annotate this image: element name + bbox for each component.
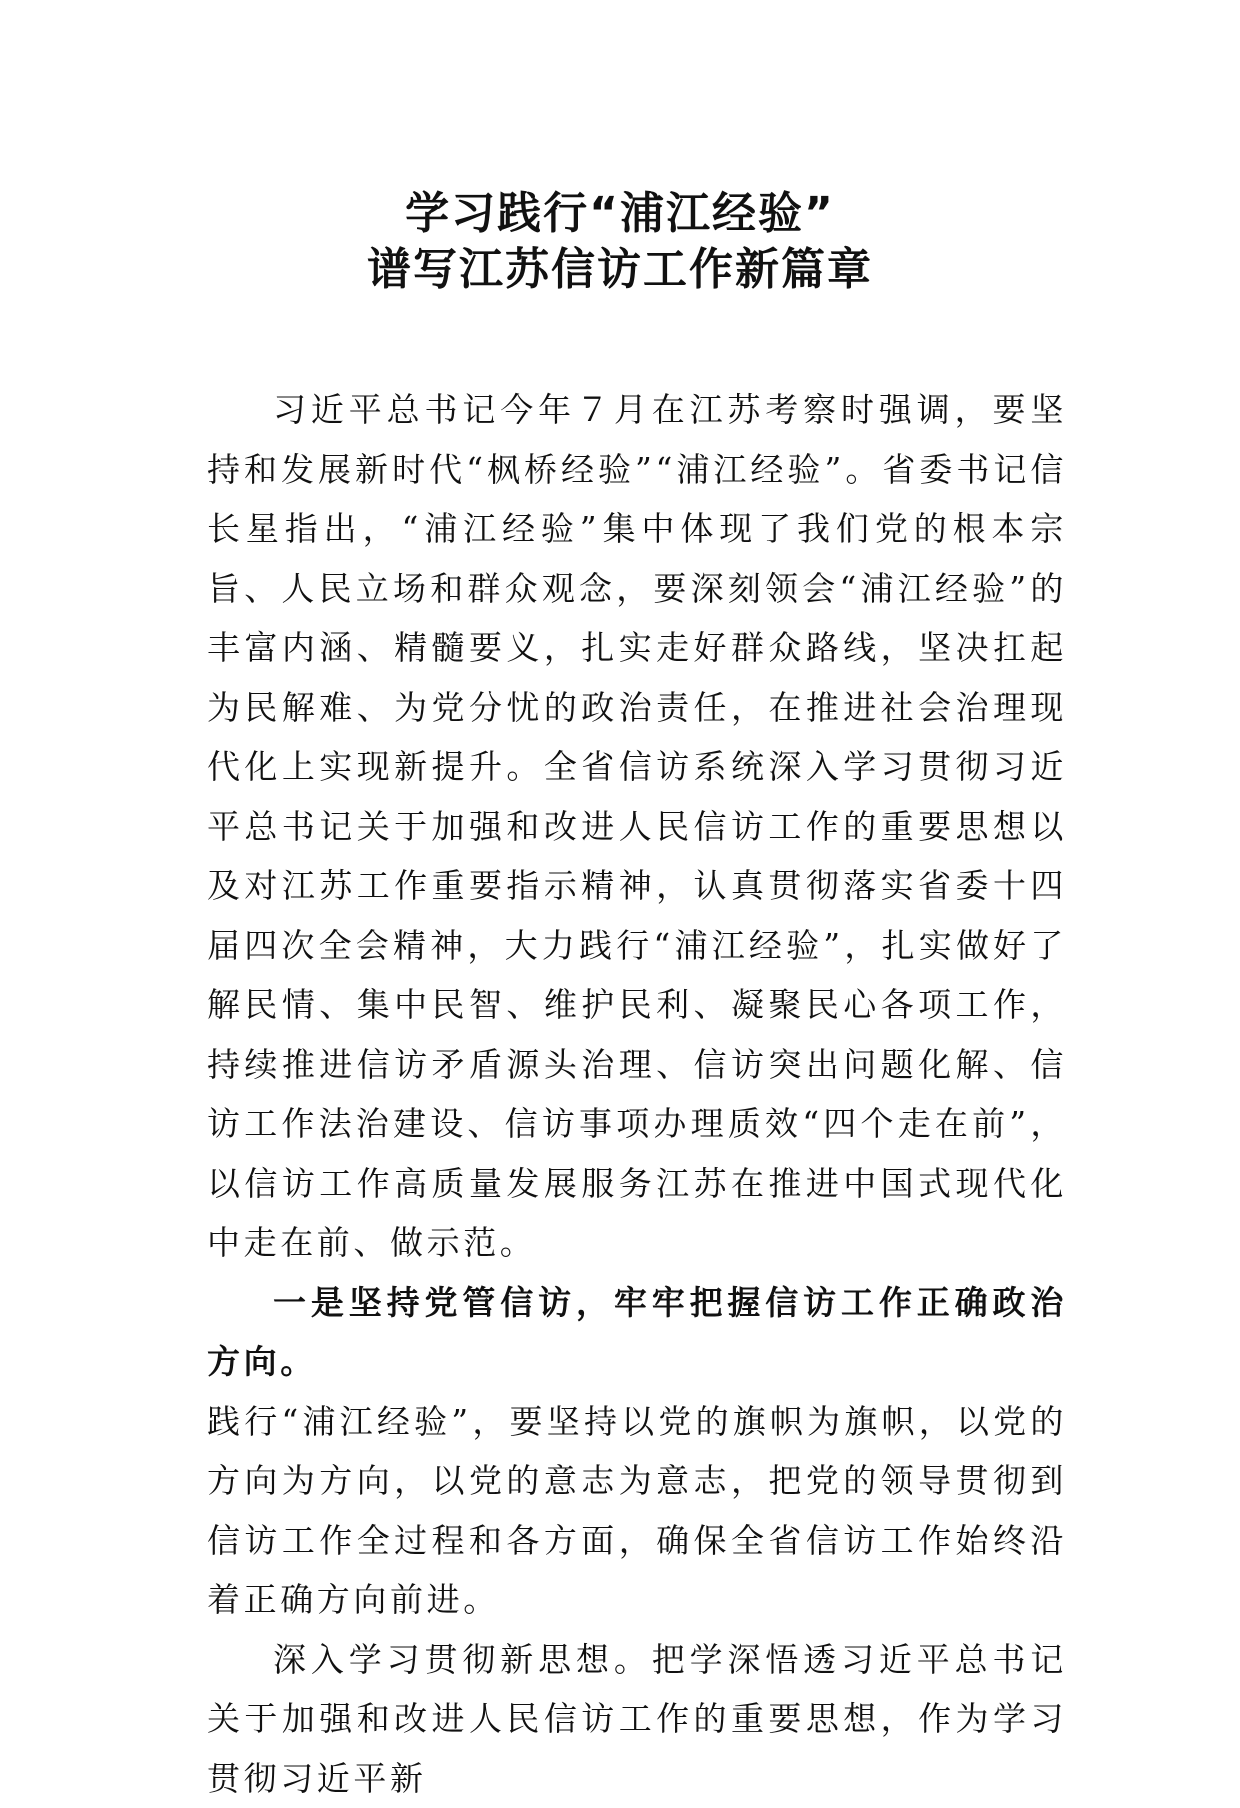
- document-title-line1: 学习践行“浦江经验”: [0, 186, 1240, 242]
- section-heading: 一是坚持党管信访，牢牢把握信访工作正确政治方向。: [207, 1273, 1067, 1392]
- document-body: [207, 380, 1067, 1808]
- document-title-line2: 谱写江苏信访工作新篇章: [0, 242, 1240, 298]
- paragraph-section1: 践行“浦江经验”，要坚持以党的旗帜为旗帜，以党的方向为方向，以党的意志为意志，把党的领导贯彻到信访工作全过程和各方面，确保全省信访工作始终沿着正确方向前进。: [207, 1392, 1067, 1630]
- paragraph-intro: 习近平总书记今年７月在江苏考察时强调，要坚持和发展新时代“枫桥经验”“浦江经验”。省委书记信长星指出，“浦江经验”集中体现了我们党的根本宗旨、人民立场和群众观念，要深刻领会“浦江经验”的丰富内涵、精髓要义，扎实走好群众路线，坚决扛起为民解难、为党分忧的政治责任，在推进社会治理现代化上实现新提升。全省信访系统深入学习贯彻习近平总书记关于加强和改进人民信访工作的重要思想以及对江苏工作重要指示精神，认真贯彻落实省委十四届四次全会精神，大力践行“浦江经验”，扎实做好了解民情、集中民智、维护民利、凝聚民心各项工作，持续推进信访矛盾源头治理、信访突出问题化解、信访工作法治建设、信访事项办理质效“四个走在前”，以信访工作高质量发展服务江苏在推进中国式现代化中走在前、做示范。: [207, 380, 1067, 1273]
- paragraph-section1-point1: 深入学习贯彻新思想。把学深悟透习近平总书记关于加强和改进人民信访工作的重要思想，作为学习贯彻习近平新: [207, 1630, 1067, 1808]
